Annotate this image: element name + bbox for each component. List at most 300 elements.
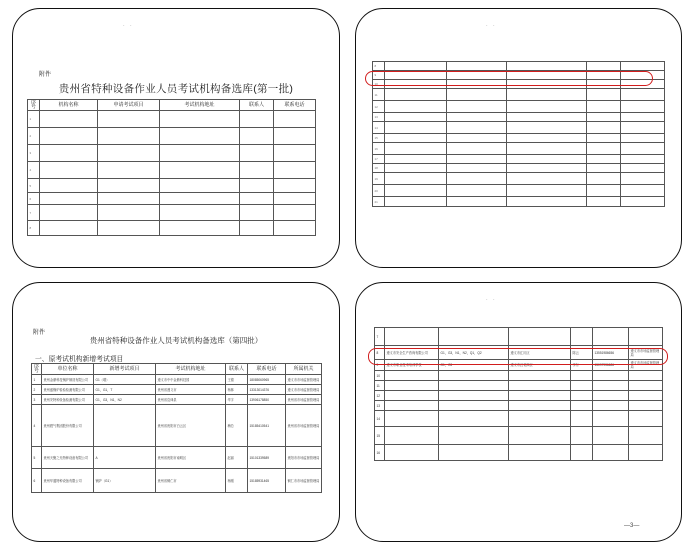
cell-name — [385, 371, 439, 381]
cell-no: 1 — [28, 111, 40, 128]
cell-phone: 13551986656 — [593, 346, 629, 360]
cell-address — [509, 427, 571, 445]
cell-name: 遵义市安全生产咨询有限公司 — [385, 346, 439, 360]
table-row — [375, 328, 663, 346]
attachment-label: 附件 — [39, 72, 52, 78]
cell-name — [385, 328, 439, 346]
cell-no: 2 — [32, 385, 42, 395]
institution-table — [31, 363, 322, 493]
cell-phone — [274, 205, 316, 221]
cell-address — [160, 128, 240, 145]
cell-name — [385, 134, 447, 143]
table-row — [373, 134, 665, 143]
table-row — [32, 395, 322, 405]
cell-contact — [240, 111, 274, 128]
cell-name — [385, 401, 439, 411]
cell-phone — [621, 173, 665, 185]
cell-address — [509, 411, 571, 427]
cell-contact — [587, 173, 621, 185]
cell-phone: 15101339589 — [248, 447, 286, 469]
cell-agency — [629, 328, 663, 346]
table-row — [373, 173, 665, 185]
cell-no: 4 — [32, 405, 42, 447]
cell-no: 5 — [28, 179, 40, 193]
cell-name — [385, 173, 447, 185]
cell-phone — [593, 445, 629, 461]
cell-name — [385, 445, 439, 461]
column-header: 联系人 — [240, 100, 274, 111]
column-header: 新增考试项目 — [94, 364, 156, 375]
highlight-ring — [368, 348, 668, 365]
cell-address — [507, 197, 587, 207]
cell-agency — [629, 381, 663, 391]
cell-phone — [274, 221, 316, 236]
table-row — [32, 385, 322, 395]
cell-phone: 15097936686 — [593, 360, 629, 371]
scan-dots: · · — [486, 23, 497, 29]
table-row — [28, 221, 316, 236]
table-row — [375, 427, 663, 445]
cell-contact — [587, 155, 621, 164]
cell-name — [385, 155, 447, 164]
cell-items — [98, 128, 160, 145]
cell-no: 9 — [373, 71, 385, 80]
cell-phone — [621, 164, 665, 173]
cell-items: G1（增） — [94, 375, 156, 385]
cell-items — [439, 401, 509, 411]
cell-phone — [621, 134, 665, 143]
column-header: 序号 — [32, 364, 42, 375]
cell-name — [40, 193, 98, 205]
cell-contact — [240, 221, 274, 236]
cell-no: 2 — [28, 128, 40, 145]
cell-name — [385, 62, 447, 71]
table-row — [28, 111, 316, 128]
cell-items — [439, 371, 509, 381]
cell-address — [507, 113, 587, 122]
document-panel-continuation — [355, 8, 682, 268]
cell-items: G1，G1，T — [94, 385, 156, 395]
cell-contact — [587, 62, 621, 71]
table-row — [373, 185, 665, 197]
cell-no: 15 — [373, 134, 385, 143]
cell-items — [98, 162, 160, 179]
cell-items — [98, 193, 160, 205]
column-header: 考试机构地址 — [160, 100, 240, 111]
cell-address — [160, 111, 240, 128]
cell-address — [507, 164, 587, 173]
table-row — [375, 411, 663, 427]
cell-items: G1，G3 — [439, 360, 509, 371]
cell-contact: 李东 — [571, 360, 593, 371]
cell-no: 13 — [373, 113, 385, 122]
cell-address — [509, 381, 571, 391]
cell-contact — [571, 371, 593, 381]
cell-items — [439, 445, 509, 461]
cell-address — [509, 391, 571, 401]
cell-agency: 遵义市市场监督管理局 — [629, 346, 663, 360]
cell-items — [98, 145, 160, 162]
cell-address — [160, 162, 240, 179]
cell-name: 贵州金鼎科技锅炉制造有限公司 — [42, 375, 94, 385]
cell-no: 15 — [375, 427, 385, 445]
cell-items — [447, 155, 507, 164]
cell-agency — [629, 411, 663, 427]
cell-name — [385, 185, 447, 197]
cell-no: 20 — [373, 185, 385, 197]
table-row — [375, 371, 663, 381]
cell-agency: 遵义市市场监督管理局 — [286, 375, 322, 385]
cell-contact — [240, 205, 274, 221]
cell-contact — [571, 427, 593, 445]
table-row — [32, 469, 322, 493]
cell-contact — [240, 162, 274, 179]
cell-contact — [587, 89, 621, 101]
cell-address — [507, 185, 587, 197]
cell-name: 贵州安特种设备检测有限公司 — [42, 395, 94, 405]
cell-phone — [274, 162, 316, 179]
cell-name — [385, 411, 439, 427]
table-row — [28, 162, 316, 179]
cell-items — [447, 164, 507, 173]
table-row — [32, 447, 322, 469]
cell-address — [507, 122, 587, 134]
cell-address — [509, 371, 571, 381]
cell-items: A — [94, 447, 156, 469]
cell-address — [507, 143, 587, 155]
cell-contact — [571, 411, 593, 427]
cell-name: 贵州天聚之光特种设备有限公司 — [42, 447, 94, 469]
cell-items — [447, 134, 507, 143]
cell-contact — [571, 401, 593, 411]
cell-name — [385, 197, 447, 207]
page-number: —3— — [624, 523, 640, 529]
table-row — [373, 113, 665, 122]
cell-phone — [621, 62, 665, 71]
table-row — [28, 205, 316, 221]
cell-contact — [571, 328, 593, 346]
cell-address: 遵义市中中金鼎科技园 — [156, 375, 226, 385]
cell-address — [507, 155, 587, 164]
cell-agency: 贵阳市市场监督管理局 — [286, 447, 322, 469]
cell-contact — [587, 197, 621, 207]
cell-contact — [587, 143, 621, 155]
table-header-row — [28, 100, 316, 111]
cell-phone — [274, 128, 316, 145]
cell-items: 锅炉（G1） — [94, 469, 156, 493]
cell-contact — [240, 145, 274, 162]
cell-no: 19 — [373, 173, 385, 185]
column-header: 联系人 — [226, 364, 248, 375]
cell-address — [507, 89, 587, 101]
cell-name — [385, 122, 447, 134]
cell-address: 贵州省铜仁市 — [156, 469, 226, 493]
cell-phone — [593, 391, 629, 401]
cell-address — [507, 101, 587, 113]
cell-no: 10 — [373, 80, 385, 89]
cell-phone — [621, 197, 665, 207]
column-header: 所属机关 — [286, 364, 322, 375]
cell-phone — [621, 143, 665, 155]
cell-phone — [621, 101, 665, 113]
cell-phone: 15185931465 — [248, 469, 286, 493]
cell-items — [94, 405, 156, 447]
cell-contact — [240, 193, 274, 205]
highlight-ring — [365, 71, 653, 86]
cell-address: 贵州省贵阳市白云区 — [156, 405, 226, 447]
cell-no: 7 — [375, 328, 385, 346]
cell-no: 9 — [375, 360, 385, 371]
cell-name: 贵州华通特种设备有限公司 — [42, 469, 94, 493]
cell-items — [98, 221, 160, 236]
table-row — [375, 445, 663, 461]
cell-contact — [571, 381, 593, 391]
column-header: 单位名称 — [42, 364, 94, 375]
cell-name — [40, 128, 98, 145]
table-row — [373, 197, 665, 207]
cell-agency — [629, 401, 663, 411]
cell-agency — [629, 391, 663, 401]
cell-agency: 贵州省市场监督管理局 — [286, 395, 322, 405]
column-header: 机构名称 — [40, 100, 98, 111]
scan-dots: · · — [123, 23, 134, 29]
table-row — [28, 179, 316, 193]
cell-items — [439, 328, 509, 346]
cell-phone — [593, 427, 629, 445]
cell-address — [507, 134, 587, 143]
column-header: 申请考试项目 — [98, 100, 160, 111]
column-header: 序号 — [28, 100, 40, 111]
cell-no: 14 — [375, 411, 385, 427]
column-header: 联系电话 — [248, 364, 286, 375]
cell-contact: 赵丽 — [226, 447, 248, 469]
cell-agency: 铜仁市市场监督管理局 — [286, 469, 322, 493]
cell-name — [385, 113, 447, 122]
cell-no: 1 — [32, 375, 42, 385]
cell-address — [509, 401, 571, 411]
cell-phone — [621, 155, 665, 164]
cell-agency — [629, 445, 663, 461]
column-header: 联系电话 — [274, 100, 316, 111]
table-row — [28, 145, 316, 162]
institution-table — [27, 99, 316, 236]
cell-no: 11 — [375, 381, 385, 391]
cell-address — [160, 179, 240, 193]
cell-items — [447, 113, 507, 122]
cell-agency: 遵义市市场监督管理局 — [629, 360, 663, 371]
cell-name — [40, 221, 98, 236]
cell-agency — [629, 371, 663, 381]
cell-no: 3 — [28, 145, 40, 162]
cell-address: 贵州省贵阳市南明区 — [156, 447, 226, 469]
cell-items — [447, 62, 507, 71]
cell-phone — [621, 113, 665, 122]
cell-items — [98, 179, 160, 193]
document-panel-fourth-batch — [12, 282, 340, 542]
cell-name — [40, 205, 98, 221]
cell-phone: 13313014376 — [248, 385, 286, 395]
cell-phone — [274, 179, 316, 193]
cell-name — [385, 164, 447, 173]
table-row — [373, 143, 665, 155]
cell-no: 16 — [373, 143, 385, 155]
table-row — [32, 405, 322, 447]
cell-no: 6 — [32, 469, 42, 493]
cell-address: 贵州省息烽县 — [156, 395, 226, 405]
cell-contact: 陈云 — [571, 346, 593, 360]
cell-phone: 15185410541 — [248, 405, 286, 447]
cell-items — [98, 111, 160, 128]
cell-no: 8 — [28, 221, 40, 236]
cell-name: 遵义市职业技术培训学校 — [385, 360, 439, 371]
table-row — [375, 391, 663, 401]
cell-address: 遵义市汇川区 — [509, 346, 571, 360]
cell-address — [160, 193, 240, 205]
cell-name — [40, 162, 98, 179]
cell-items — [447, 143, 507, 155]
cell-name — [385, 89, 447, 101]
cell-address: 遵义市红花岗区 — [509, 360, 571, 371]
cell-agency: 遵义市市场监督管理局 — [286, 385, 322, 395]
cell-no: 16 — [375, 445, 385, 461]
cell-no: 10 — [375, 371, 385, 381]
cell-items — [447, 173, 507, 185]
cell-contact — [571, 391, 593, 401]
cell-phone — [274, 193, 316, 205]
scan-dots: · · — [486, 297, 497, 303]
table-row — [32, 375, 322, 385]
cell-phone — [621, 89, 665, 101]
cell-name — [385, 427, 439, 445]
cell-name — [40, 111, 98, 128]
cell-name — [40, 179, 98, 193]
cell-no: 12 — [373, 101, 385, 113]
table-row — [373, 101, 665, 113]
document-title: 贵州省特种设备作业人员考试机构备选库(第一批) — [58, 83, 294, 95]
cell-no: 14 — [373, 122, 385, 134]
cell-no: 8 — [373, 62, 385, 71]
cell-contact — [587, 185, 621, 197]
cell-contact — [587, 134, 621, 143]
cell-phone — [593, 381, 629, 391]
attachment-label: 附件 — [33, 330, 46, 336]
cell-no: 5 — [32, 447, 42, 469]
section-heading: 一、原考试机构新增考试项目 — [35, 356, 124, 363]
cell-items — [447, 197, 507, 207]
cell-address — [507, 62, 587, 71]
table-row — [375, 401, 663, 411]
cell-agency: 贵州省市场监督管理局 — [286, 405, 322, 447]
table-row — [28, 193, 316, 205]
table-header-row — [32, 364, 322, 375]
table-row — [373, 164, 665, 173]
cell-phone — [274, 111, 316, 128]
cell-items — [447, 89, 507, 101]
cell-contact: 杨刚 — [226, 469, 248, 493]
cell-no: 17 — [373, 155, 385, 164]
cell-name: 贵州燃气集团股份有限公司 — [42, 405, 94, 447]
cell-contact: 梅总 — [226, 405, 248, 447]
cell-address — [160, 205, 240, 221]
cell-agency — [629, 427, 663, 445]
cell-name — [385, 101, 447, 113]
cell-no: 11 — [373, 89, 385, 101]
cell-phone — [593, 411, 629, 427]
document-title: 贵州省特种设备作业人员考试机构备选库（第四批） — [89, 336, 263, 345]
cell-contact — [571, 445, 593, 461]
cell-name — [385, 391, 439, 401]
cell-items: G1，G3，N1，N2 — [94, 395, 156, 405]
cell-address — [160, 145, 240, 162]
cell-no: 13 — [375, 401, 385, 411]
cell-items — [98, 205, 160, 221]
document-panel-first-batch — [12, 8, 340, 268]
cell-no: 8 — [375, 346, 385, 360]
cell-phone: 18085060965 — [248, 375, 286, 385]
cell-phone — [621, 122, 665, 134]
table-row — [373, 89, 665, 101]
cell-phone — [593, 401, 629, 411]
cell-contact — [587, 164, 621, 173]
cell-name — [40, 145, 98, 162]
cell-phone — [593, 371, 629, 381]
cell-no: 21 — [373, 197, 385, 207]
table-row — [375, 381, 663, 391]
table-row — [373, 155, 665, 164]
cell-no: 18 — [373, 164, 385, 173]
cell-address — [507, 173, 587, 185]
cell-phone — [593, 328, 629, 346]
cell-address: 贵州省遵义市 — [156, 385, 226, 395]
cell-items — [439, 411, 509, 427]
cell-contact — [240, 179, 274, 193]
cell-contact — [587, 113, 621, 122]
table-row — [373, 122, 665, 134]
cell-name — [385, 381, 439, 391]
cell-items — [447, 122, 507, 134]
cell-items — [439, 427, 509, 445]
cell-address — [509, 445, 571, 461]
cell-contact — [240, 128, 274, 145]
column-header: 考试机构地址 — [156, 364, 226, 375]
cell-contact: 王德 — [226, 375, 248, 385]
cell-items — [447, 101, 507, 113]
cell-items — [439, 391, 509, 401]
cell-contact: 杨林 — [226, 385, 248, 395]
cell-no: 3 — [32, 395, 42, 405]
cell-phone: 13906178850 — [248, 395, 286, 405]
cell-contact — [587, 122, 621, 134]
cell-phone — [274, 145, 316, 162]
cell-no: 4 — [28, 162, 40, 179]
cell-address — [509, 328, 571, 346]
cell-phone — [621, 185, 665, 197]
cell-items: G1，G3，N1，N2，Q1，Q2 — [439, 346, 509, 360]
cell-name: 贵州盛锅炉检验检测有限公司 — [42, 385, 94, 395]
table-row — [28, 128, 316, 145]
cell-items — [439, 381, 509, 391]
cell-no: 12 — [375, 391, 385, 401]
cell-contact: 华宇 — [226, 395, 248, 405]
cell-address — [160, 221, 240, 236]
table-row — [373, 62, 665, 71]
cell-no: 7 — [28, 205, 40, 221]
cell-contact — [587, 101, 621, 113]
cell-items — [447, 185, 507, 197]
document-panel-fourth-batch-continuation — [355, 282, 682, 542]
cell-no: 6 — [28, 193, 40, 205]
cell-name — [385, 143, 447, 155]
